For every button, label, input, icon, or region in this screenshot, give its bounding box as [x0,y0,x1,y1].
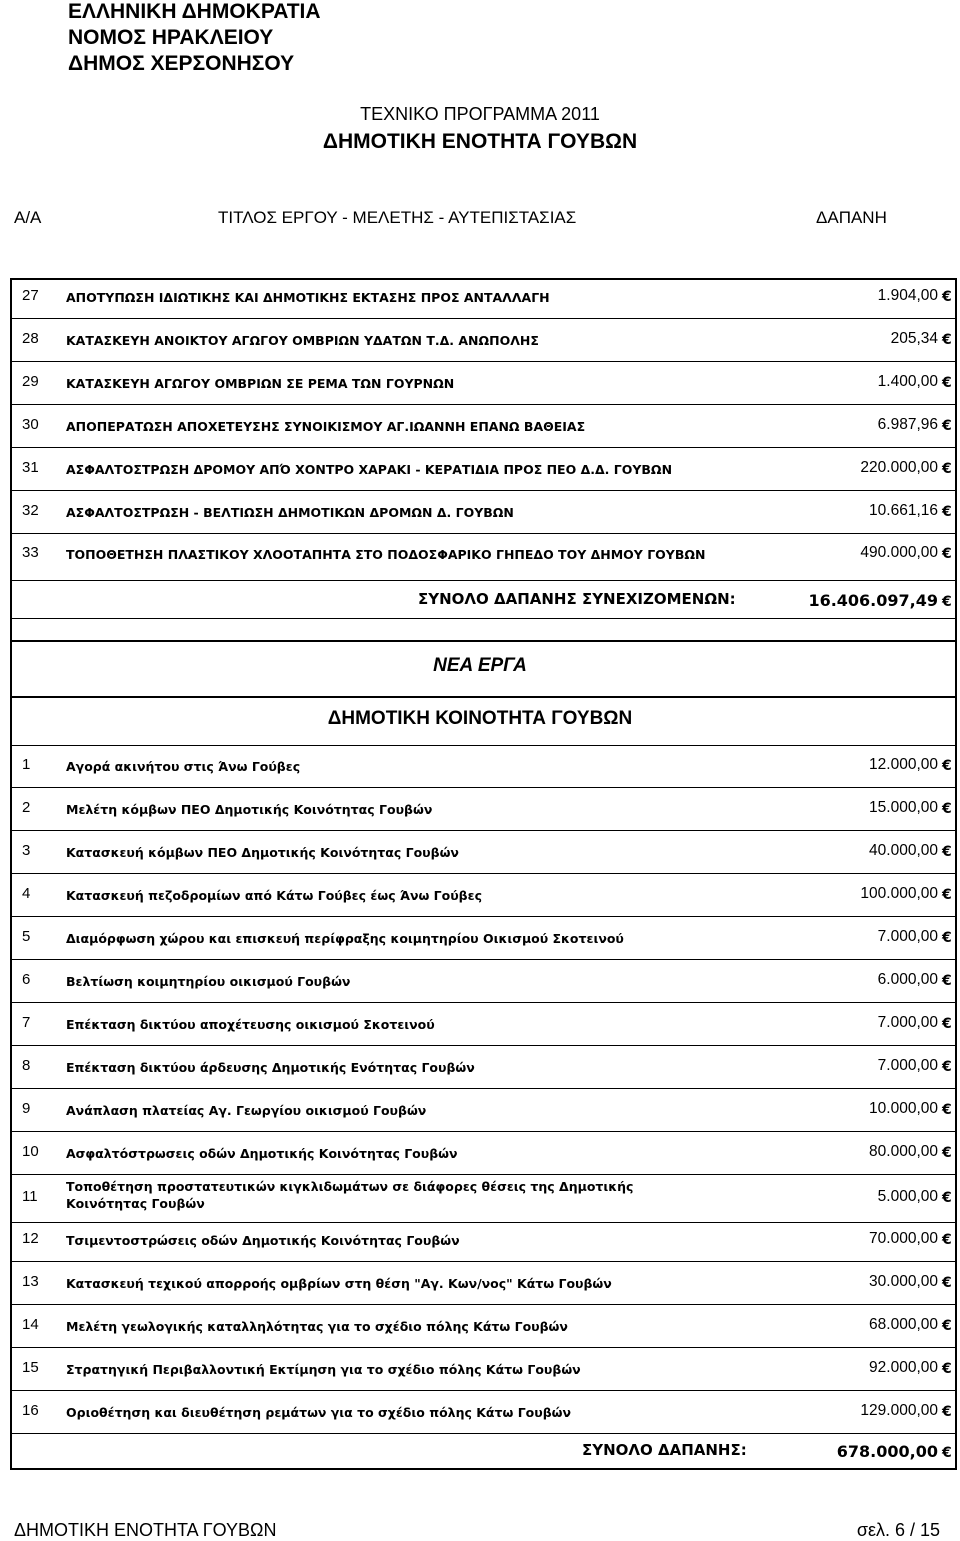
column-header-title: ΤΙΤΛΟΣ ΕΡΓΟΥ - ΜΕΛΕΤΗΣ - ΑΥΤΕΠΙΣΤΑΣΙΑΣ [218,208,577,227]
row-title: Οριοθέτηση και διευθέτηση ρεμάτων για το σχέδιο πόλης Κάτω Γουβών [66,1405,572,1420]
table-border-bottom [10,1468,957,1470]
row-amount: 10.000,00 [869,1100,938,1117]
row-divider [11,830,957,831]
euro-icon: € [942,973,952,989]
row-number: 2 [22,799,31,816]
row-amount: 220.000,00 [860,459,938,476]
euro-icon: € [942,289,952,305]
euro-icon: € [942,1361,952,1377]
row-number: 28 [22,330,39,347]
table-border-right [955,278,957,1470]
euro-icon: € [942,1232,952,1248]
euro-icon: € [942,1275,952,1291]
row-number: 11 [22,1188,38,1205]
section-separator [11,618,957,619]
row-number: 13 [22,1273,39,1290]
row-amount: 30.000,00 [869,1273,938,1290]
row-title: Διαμόρφωση χώρου και επισκευή περίφραξης κοιμητηρίου Οικισμού Σκοτεινού [66,931,624,946]
row-amount: 205,34 [890,330,938,347]
row-number: 12 [22,1230,39,1247]
row-title: ΑΠΟΠΕΡΑΤΩΣΗ ΑΠΟΧΕΤΕΥΣΗΣ ΣΥΝΟΙΚΙΣΜΟΥ ΑΓ.ΙΩΑΝΝΗ ΕΠΑΝΩ ΒΑΘΕΙΑΣ [66,419,586,434]
row-divider [11,1131,957,1132]
row-number: 29 [22,373,39,390]
row-title: Ασφαλτόστρωσεις οδών Δημοτικής Κοινότητας Γουβών [66,1146,458,1161]
row-divider [11,1088,957,1089]
continuing-total-label: ΣΥΝΟΛΟ ΔΑΠΑΝΗΣ ΣΥΝΕΧΙΖΟΜΕΝΩΝ: [418,590,736,608]
row-divider [11,533,957,534]
row-amount: 5.000,00 [877,1188,938,1205]
euro-icon: € [942,418,952,434]
euro-icon: € [942,1318,952,1334]
row-amount: 15.000,00 [869,799,938,816]
euro-icon: € [942,1059,952,1075]
footer-page: σελ. 6 / 15 [856,1520,940,1540]
new-works-total-label: ΣΥΝΟΛΟ ΔΑΠΑΝΗΣ: [582,1441,747,1459]
row-title: ΑΣΦΑΛΤΟΣΤΡΩΣΗ - ΒΕΛΤΙΩΣΗ ΔΗΜΟΤΙΚΩΝ ΔΡΟΜΩΝ Δ. ΓΟΥΒΩΝ [66,505,514,520]
euro-icon: € [942,930,952,946]
row-title: Μελέτη γεωλογικής καταλληλότητας για το σχέδιο πόλης Κάτω Γουβών [66,1319,568,1334]
row-divider [11,787,957,788]
row-divider [11,916,957,917]
row-amount: 68.000,00 [869,1316,938,1333]
row-divider [11,873,957,874]
new-works-heading: ΝΕΑ ΕΡΓΑ [433,655,527,676]
row-amount: 40.000,00 [869,842,938,859]
row-amount: 100.000,00 [860,885,938,902]
row-title: Κατασκευή τεχικού απορροής ομβρίων στη θέση "Αγ. Κων/νος" Κάτω Γουβών [66,1276,612,1291]
row-number: 9 [22,1100,31,1117]
euro-icon: € [942,461,952,477]
column-header-cost: ΔΑΠΑΝΗ [816,208,887,227]
new-works-box-top [10,640,957,642]
row-divider [11,1002,957,1003]
row-title: ΚΑΤΑΣΚΕΥΗ ΑΝΟΙΚΤΟΥ ΑΓΩΓΟΥ ΟΜΒΡΙΩΝ ΥΔΑΤΩΝ Τ.Δ. ΑΝΩΠΟΛΗΣ [66,333,539,348]
row-number: 27 [22,287,39,304]
euro-icon: € [942,1404,952,1420]
row-number: 3 [22,842,31,859]
row-divider [11,959,957,960]
row-amount: 6.000,00 [877,971,938,988]
row-title: Επέκταση δικτύου άρδευσης Δημοτικής Ενότητας Γουβών [66,1060,475,1075]
header-line-3: ΔΗΜΟΣ ΧΕΡΣΟΝΗΣΟΥ [68,52,295,75]
row-divider [11,745,957,746]
row-title: Τοποθέτηση προστατευτικών κιγκλιδωμάτων σε διάφορες θέσεις της Δημοτικής Κοινότητας Γουβών [66,1179,634,1211]
row-amount: 1.400,00 [877,373,938,390]
row-amount: 1.904,00 [877,287,938,304]
euro-icon: € [942,332,952,348]
row-number: 30 [22,416,39,433]
row-amount: 70.000,00 [869,1230,938,1247]
euro-icon: € [942,887,952,903]
row-number: 8 [22,1057,31,1074]
row-title: ΑΠΟΤΥΠΩΣΗ ΙΔΙΩΤΙΚΗΣ ΚΑΙ ΔΗΜΟΤΙΚΗΣ ΕΚΤΑΣΗΣ ΠΡΟΣ ΑΝΤΑΛΛΑΓΗ [66,290,550,305]
row-number: 4 [22,885,31,902]
row-title: ΤΟΠΟΘΕΤΗΣΗ ΠΛΑΣΤΙΚΟΥ ΧΛΟΟΤΑΠΗΤΑ ΣΤΟ ΠΟΔΟΣΦΑΡΙΚΟ ΓΗΠΕΔΟ ΤΟΥ ΔΗΜΟΥ ΓΟΥΒΩΝ [66,547,706,562]
row-number: 14 [22,1316,39,1333]
row-amount: 7.000,00 [877,928,938,945]
new-works-box-bottom [10,696,957,698]
unit-title: ΔΗΜΟΤΙΚΗ ΕΝΟΤΗΤΑ ΓΟΥΒΩΝ [322,130,638,153]
program-title: ΤΕΧΝΙΚΟ ΠΡΟΓΡΑΜΜΑ 2011 [360,104,600,124]
row-number: 33 [22,544,39,561]
row-divider [11,318,957,319]
row-divider [11,1390,957,1391]
row-title: Βελτίωση κοιμητηρίου οικισμού Γουβών [66,974,351,989]
row-divider [11,1261,957,1262]
row-number: 6 [22,971,31,988]
row-number: 32 [22,502,39,519]
header-line-1: ΕΛΛΗΝΙΚΗ ΔΗΜΟΚΡΑΤΙΑ [68,0,321,23]
row-title: Τσιμεντοστρώσεις οδών Δημοτικής Κοινότητας Γουβών [66,1233,460,1248]
column-header-no: Α/Α [14,208,42,227]
row-title: Στρατηγική Περιβαλλοντική Εκτίμηση για το σχέδιο πόλης Κάτω Γουβών [66,1362,581,1377]
row-title: ΑΣΦΑΛΤΟΣΤΡΩΣΗ ΔΡΟΜΟΥ ΑΠΌ ΧΟΝΤΡΟ ΧΑΡΑΚΙ - ΚΕΡΑΤΙΔΙΑ ΠΡΟΣ ΠΕΟ Δ.Δ. ΓΟΥΒΩΝ [66,462,673,477]
row-divider [11,580,957,581]
row-divider [11,1433,957,1434]
row-divider [11,490,957,491]
header-line-2: ΝΟΜΟΣ ΗΡΑΚΛΕΙΟΥ [68,26,274,49]
euro-icon: € [942,1445,952,1461]
row-number: 15 [22,1359,39,1376]
row-amount: 129.000,00 [860,1402,938,1419]
row-divider [11,1174,957,1175]
new-works-total-amount: 678.000,00 [836,1442,938,1461]
euro-icon: € [942,1016,952,1032]
row-amount: 10.661,16 [869,502,938,519]
row-divider [11,404,957,405]
continuing-total-amount: 16.406.097,49 [808,591,938,610]
euro-icon: € [942,758,952,774]
row-amount: 92.000,00 [869,1359,938,1376]
row-amount: 7.000,00 [877,1057,938,1074]
row-divider [11,1347,957,1348]
euro-icon: € [942,504,952,520]
row-number: 16 [22,1402,39,1419]
row-title: Επέκταση δικτύου αποχέτευσης οικισμού Σκοτεινού [66,1017,435,1032]
row-title: ΚΑΤΑΣΚΕΥΗ ΑΓΩΓΟΥ ΟΜΒΡΙΩΝ ΣΕ ΡΕΜΑ ΤΩΝ ΓΟΥΡΝΩΝ [66,376,455,391]
row-divider [11,447,957,448]
community-heading: ΔΗΜΟΤΙΚΗ ΚΟΙΝΟΤΗΤΑ ΓΟΥΒΩΝ [327,708,633,729]
euro-icon: € [942,594,952,610]
euro-icon: € [942,1102,952,1118]
euro-icon: € [942,546,952,562]
footer-unit: ΔΗΜΟΤΙΚΗ ΕΝΟΤΗΤΑ ΓΟΥΒΩΝ [14,1520,277,1540]
row-amount: 6.987,96 [877,416,938,433]
row-title: Αγορά ακινήτου στις Άνω Γούβες [66,759,301,774]
row-amount: 7.000,00 [877,1014,938,1031]
euro-icon: € [942,1190,952,1206]
table-border-left [10,278,12,1470]
row-number: 7 [22,1014,31,1031]
row-divider [11,1045,957,1046]
euro-icon: € [942,1145,952,1161]
row-divider [11,1222,957,1223]
row-amount: 80.000,00 [869,1143,938,1160]
row-amount: 490.000,00 [860,544,938,561]
row-number: 31 [22,459,39,476]
euro-icon: € [942,375,952,391]
row-title: Κατασκευή κόμβων ΠΕΟ Δημοτικής Κοινότητας Γουβών [66,845,459,860]
row-divider [11,1304,957,1305]
row-number: 10 [22,1143,39,1160]
row-title: Κατασκευή πεζοδρομίων από Κάτω Γούβες έως Άνω Γούβες [66,888,482,903]
euro-icon: € [942,844,952,860]
row-number: 1 [22,756,31,773]
row-title: Ανάπλαση πλατείας Αγ. Γεωργίου οικισμού Γουβών [66,1103,427,1118]
row-divider [11,361,957,362]
row-number: 5 [22,928,31,945]
euro-icon: € [942,801,952,817]
row-title: Μελέτη κόμβων ΠΕΟ Δημοτικής Κοινότητας Γουβών [66,802,433,817]
table-border-top [10,278,957,280]
row-amount: 12.000,00 [869,756,938,773]
